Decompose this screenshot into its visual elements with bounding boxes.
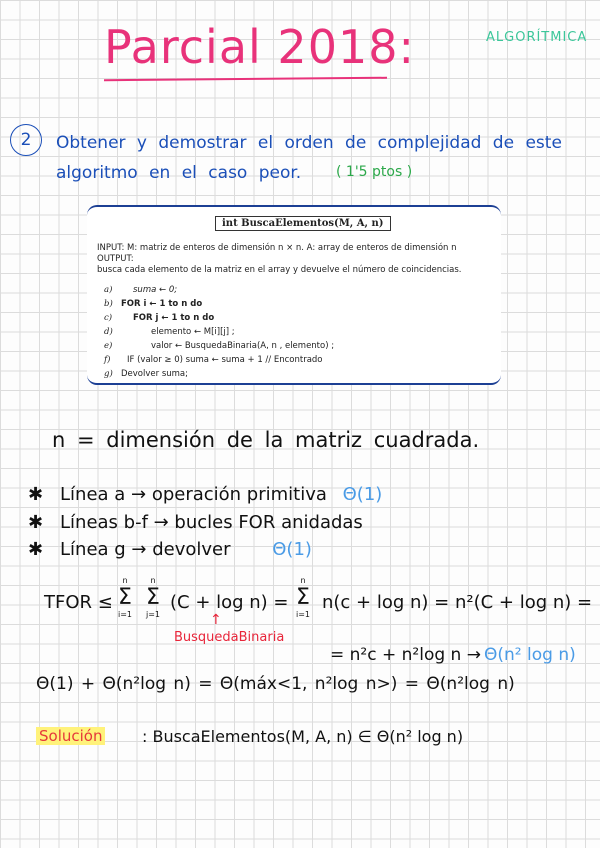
step-code: elemento ← M[i][j] ;: [151, 327, 235, 337]
step-label: b): [104, 299, 113, 309]
bullet-item: [28, 539, 312, 560]
sum-symbol: n Σ i=1: [118, 576, 133, 619]
step-code: Devolver suma;: [121, 369, 188, 379]
step-code: FOR i ← 1 to n do: [121, 299, 203, 309]
asterisk-icon: ✱: [28, 512, 44, 533]
solution-text: : BuscaElementos(M, A, n) ∈ Θ(n² log n): [142, 727, 464, 746]
question-number: 2: [10, 124, 42, 156]
bullet-item: [28, 512, 363, 533]
tfor-label: TFOR ≤: [44, 592, 113, 613]
sum-lower: j=1: [146, 610, 161, 619]
title-underline: [104, 77, 387, 81]
algorithm-description: busca cada elemento de la matriz en el array y devuelve el número de coincidencias.: [97, 265, 462, 275]
step-label: e): [104, 341, 113, 351]
sum-upper: n: [150, 576, 156, 585]
step-code: valor ← BusquedaBinaria(A, n , elemento) ;: [151, 341, 335, 351]
sum-symbol: n Σ j=1: [146, 576, 161, 619]
sum-upper: n: [122, 576, 128, 585]
bullet-theta: Θ(1): [272, 539, 312, 560]
step-code: IF (valor ≥ 0) suma ← suma + 1 // Encontrado: [127, 355, 323, 365]
question-text-line2: algoritmo en el caso peor.: [56, 163, 302, 183]
sum-lower: i=1: [296, 610, 311, 619]
expression-line2-result: Θ(n² log n): [484, 645, 576, 665]
step-label: c): [104, 313, 113, 323]
step-code: FOR j ← 1 to n do: [133, 313, 215, 323]
solution-label: Solución: [36, 727, 105, 745]
question-points: ( 1'5 ptos ): [336, 164, 413, 180]
step-label: a): [104, 285, 113, 295]
step-label: g): [104, 369, 113, 379]
step-label: f): [104, 355, 111, 365]
arrow-up-icon: ↑: [210, 612, 222, 628]
algorithm-input: INPUT: M: matriz de enteros de dimensión n × n. A: array de enteros de dimensión n: [97, 243, 457, 253]
expression-line2: = n²c + n²log n →: [330, 645, 481, 665]
expression-line3: Θ(1) + Θ(n²log n) = Θ(máx<1, n²log n>) = Θ(n²log n): [36, 674, 515, 694]
step-label: d): [104, 327, 113, 337]
step-code: suma ← 0;: [133, 285, 178, 295]
course-label: ALGORÍTMICA: [486, 30, 588, 45]
algorithm-title: int BuscaElementos(M, A, n): [215, 216, 391, 231]
sum-lower: i=1: [118, 610, 133, 619]
bullet-text: Líneas b-f → bucles FOR anidadas: [60, 512, 363, 533]
expression-part: (C + log n) =: [170, 592, 289, 613]
bullet-theta: Θ(1): [342, 484, 383, 505]
busqueda-binaria-note: BusquedaBinaria: [174, 630, 285, 645]
algorithm-output: OUTPUT:: [97, 254, 134, 264]
sum-upper: n: [300, 576, 306, 585]
bullet-text: Línea a → operación primitiva: [60, 484, 327, 505]
bullet-text: Línea g → devolver: [60, 539, 231, 560]
question-text-line1: Obtener y demostrar el orden de complejidad de este: [56, 133, 562, 153]
sum-symbol: n Σ i=1: [296, 576, 311, 619]
bullet-item: [28, 484, 382, 505]
algorithm-box: [87, 205, 501, 385]
asterisk-icon: ✱: [28, 484, 44, 505]
n-definition: n = dimensión de la matriz cuadrada.: [52, 428, 480, 452]
expression-part: n(c + log n) = n²(C + log n) =: [322, 592, 593, 613]
page-title: Parcial 2018:: [104, 20, 415, 74]
asterisk-icon: ✱: [28, 539, 44, 560]
